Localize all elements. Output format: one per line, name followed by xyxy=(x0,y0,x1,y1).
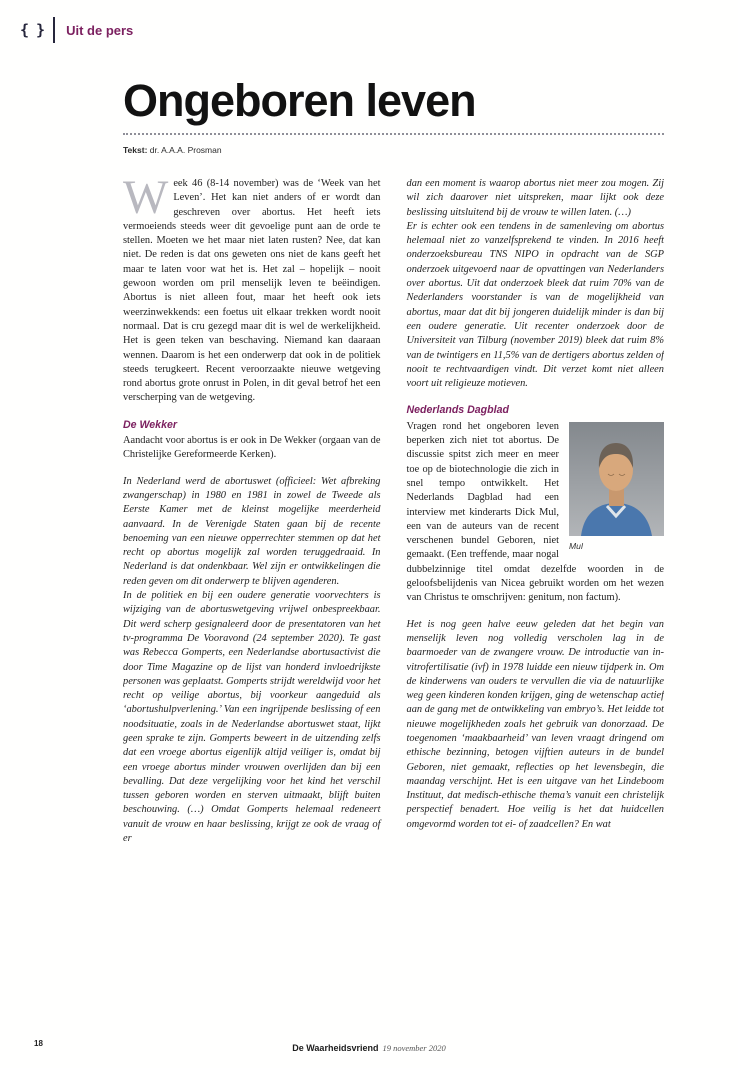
page-header xyxy=(20,16,133,44)
byline xyxy=(123,145,664,155)
subhead-nederlands-dagblad: Nederlands Dagblad xyxy=(406,404,509,417)
page-number: 18 xyxy=(34,1039,43,1048)
issue-date: 19 november 2020 xyxy=(382,1043,446,1053)
dagblad-quote-paragraph: Het is nog geen halve eeuw geleden dat het begin van menselijk leven nog volledig verscholen lag in de baarmoeder van de zwangere vrouw. De introductie van in-vitrofertilisatie (ivf) in 1978 luidde een nieuw tijdperk in. Om de kinderwens van ouders te vervullen die via de natuurlijke weg geen kinderen konden krijgen, ging de wetenschap actief aan de gang met de ontwikkeling van embryo’s. Het leidde tot nieuwe mogelijkheden zoals het gebruik van donorzaad. De toegenomen ‘maakbaarheid’ van leven vraagt dringend om ethische bezinning, betogen vijftien auteurs in de bundel Geboren, niet gemaakt, reflecties op het levensbegin, die maandag verschijnt. Het is een uitgave van het Lindeboom Instituut, dat medisch-ethische thema’s vanuit een christelijk perspectief benadert. Hoe veilig is het dat huidcellen omgevormd worden tot ei- of zaadcellen? En wat xyxy=(406,618,664,830)
wekker-quote-paragraph-3: dan een moment is waarop abortus niet meer zou mogen. Zij wil zich daarover niet uitspreken, maar lijkt ook deze beslissing uitsluitend bij de vrouw te willen laten. (…) xyxy=(406,178,664,218)
wekker-quote-paragraph-4: Er is echter ook een tendens in de samenleving om abortus helemaal niet zo vanzelfsprekend te vinden. In 2016 heeft onderzoeksbureau TNS NIPO in opdracht van de SGP onderzoek uitgevoerd naar de opvattingen van Nederlanders over abortus. Uit dat onderzoek bleek dat ruim 70% van de Nederlanders voorstander is van de mogelijkheid van abortus, maar dat dit bij jongeren duidelijk minder is dan bij een oudere generatie. Uit recenter onderzoek door de Universiteit van Tilburg (november 2019) bleek dat ruim 8% van de twintigers en 11,5% van de dertigers abortus zelden of nooit te rechtvaardigen vindt. Dit verzet komt niet alleen voort uit religieuze motieven. xyxy=(406,220,664,390)
article xyxy=(123,76,664,1009)
dagblad-lead-paragraph: Vragen rond het ongeboren leven beperken zich niet tot abortus. De discussie spitst zich meer en meer toe op de biotechnologie die zich in snel tempo ontwikkelt. Het Nederlands Dagblad had een interview met kinderarts Dick Mul, een van de auteurs van de recent verschenen bundel Geboren, niet gemaakt. (Een treffende, maar nogal dubbelzinnige titel omdat dezelfde woorden in de geloofsbelijdenis van Nicea gebruikt worden om het wezen van Christus te omschrijven: genitum, non factum). xyxy=(406,420,664,604)
intro-text: eek 46 (8-14 november) was de ‘Week van het Leven’. Het kan niet anders of er wordt dan geschreven over abortus. Het heeft iets vermoeiends steeds weer dit gevoelige punt aan de orde te stellen. Moeten we het maar niet laten rusten? Nee, dat kan niet. De reden is dat ons geweten ons niet de kans geeft het maar te laten voor wat het is. Het zal – hopelijk – nooit gewoon worden om pril menselijk leven te beëindigen. Abortus is niet alleen fout, maar het heeft ook iets weerzinwekkends: een foetus uit elkaar trekken wordt nooit normaal. Dat is cru gezegd maar dit is wel de werkelijkheid. Het is geen teken van beschaving. Niemand kan daaraan wennen. Daarom is het een onderwerp dat ook in de politiek steeds terugkeert. Recent veroorzaakte nieuwe wetgeving rond abortus grote onrust in Polen, in dit geval betrof het een verscherping van de wetgeving. xyxy=(123,178,381,404)
magazine-title: De Waarheidsvriend xyxy=(292,1043,379,1053)
publisher-brace-icon: { } xyxy=(20,21,45,39)
photo-caption: Mul xyxy=(569,540,583,551)
page-footer xyxy=(0,1038,738,1052)
title-divider xyxy=(123,133,664,135)
dropcap-letter: W xyxy=(123,177,169,224)
wekker-quote-paragraph-2: In de politiek en bij een oudere generatie voorvechters is wijziging van de abortuswetgeving vrijwel onbespreekbaar. Dit werd scherp gesignaleerd door de presentatoren van het tv-programma De Vooravond (24 september 2020). Te gast was Rebecca Gomperts, een Nederlandse abortusactivist die door Time Magazine op de lijst van honderd invloedrijkste personen was geplaatst. Gomperts strijdt wereldwijd voor het recht op veilige abortus, bij voorkeur aangeduid als ‘abortushulpverlening.’ Van een ingrijpende beslissing of een noodsituatie, zoals in de Nederlandse abortuswet staat, lijkt geen sprake te zijn. Gomperts beweert in de uitzending zelfs dat een vroege abortus eigenlijk altijd veiliger is, omdat bij een vroege abortus minder vrouwen overlijden dan bij een bevalling. Dat deze vergelijking voor het kind het verschil tussen geboren worden en sterven uitmaakt, blijft buiten beschouwing. (…) Omdat Gomperts helemaal redeneert vanuit de vrouw en haar beslissing, krijgt ze ook de vraag of er xyxy=(123,590,381,845)
wekker-quote-paragraph-1: In Nederland werd de abortuswet (officieel: Wet afbreking zwangerschap) in 1980 en 1981 in zowel de Tweede als Eerste Kamer met de kleinst mogelijke meerderheid aanvaard. In de Verenigde Staten gaan bij de recente benoeming van een nieuwe opperrechter stemmen op dat het recht op abortus mogelijk zal worden teruggedraaid. In Nederland is dat ondenkbaar. Wel zijn er ontwikkelingen die reden geven om dit onderwerp te blijven agenderen. xyxy=(123,475,381,587)
left-column xyxy=(123,177,381,1009)
wekker-lead-paragraph: Aandacht voor abortus is er ook in De Wekker (orgaan van de Christelijke Gereformeerde Kerken). xyxy=(123,435,381,461)
dagblad-lead-block xyxy=(407,420,665,606)
header-divider xyxy=(53,17,55,43)
subhead-de-wekker: De Wekker xyxy=(123,418,177,431)
section-label: Uit de pers xyxy=(66,22,134,38)
portrait-figure xyxy=(569,422,664,553)
byline-label: Tekst: xyxy=(123,145,148,155)
intro-paragraph xyxy=(123,177,381,406)
right-column xyxy=(407,177,665,1009)
byline-name: dr. A.A.A. Prosman xyxy=(149,145,222,155)
article-title: Ongeboren leven xyxy=(123,75,476,126)
portrait-photo xyxy=(569,422,664,536)
article-columns xyxy=(123,177,664,1009)
